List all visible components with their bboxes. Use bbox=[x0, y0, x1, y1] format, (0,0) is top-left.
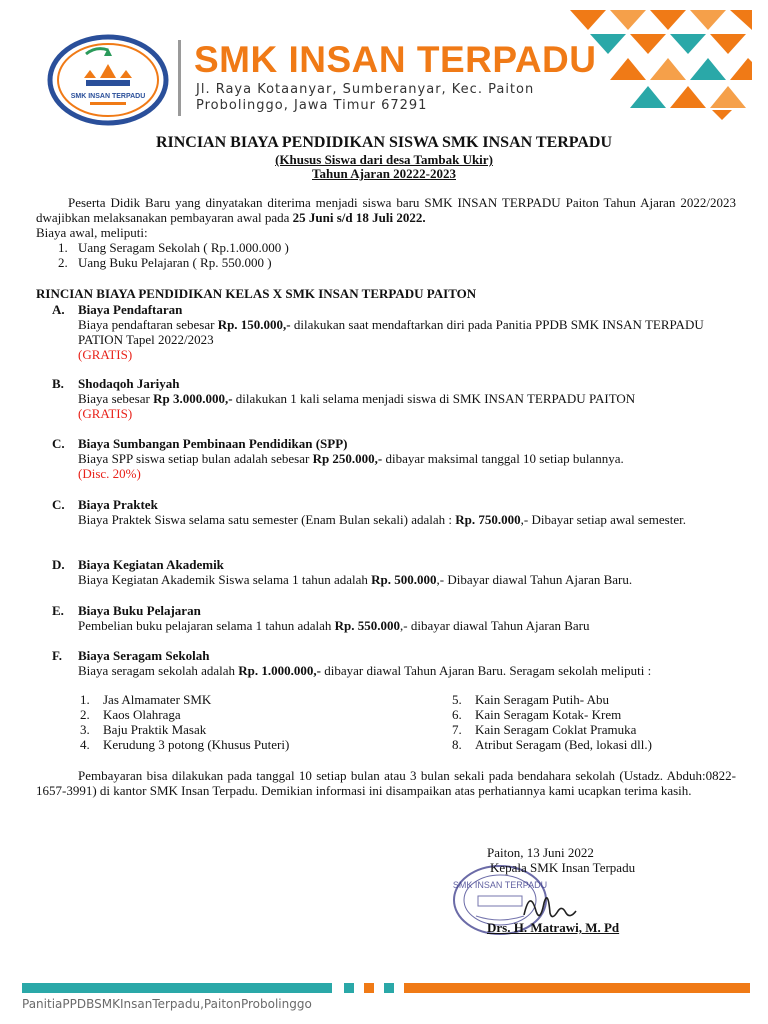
item-amount: Rp. 750.000 bbox=[455, 512, 521, 527]
item-amount: Rp 250.000,- bbox=[312, 451, 383, 466]
item-amount: Rp. 550.000 bbox=[334, 618, 401, 633]
list-text: Uang Buku Pelajaran ( Rp. 550.000 ) bbox=[78, 255, 272, 270]
school-address bbox=[196, 82, 534, 114]
list-item: 5. Kain Seragam Putih- Abu bbox=[452, 692, 609, 707]
intro-deadline: 25 Juni s/d 18 Juli 2022. bbox=[292, 210, 426, 225]
footer-color-bar bbox=[22, 983, 750, 993]
item-note: (GRATIS) bbox=[78, 347, 133, 362]
item-title: Biaya Buku Pelajaran bbox=[78, 603, 201, 618]
list-item bbox=[58, 240, 736, 255]
fee-item-books bbox=[52, 603, 742, 633]
item-note: (GRATIS) bbox=[78, 406, 133, 421]
item-title: Shodaqoh Jariyah bbox=[78, 376, 180, 391]
item-body: Biaya pendaftaran sebesar Rp. 150.000,- dilakukan saat mendaftarkan diri pada Panitia PPDB SMK INSAN TERPADU PATION Tapel 2022/2023 bbox=[78, 317, 704, 347]
stamp-text: SMK INSAN TERPADU bbox=[452, 880, 548, 890]
list-text: Uang Seragam Sekolah ( Rp.1.000.000 ) bbox=[78, 240, 289, 255]
fee-item-spp bbox=[52, 436, 742, 481]
document-title-block bbox=[0, 133, 768, 181]
uniform-items-left bbox=[80, 692, 289, 752]
signature-scribble bbox=[520, 885, 580, 925]
item-title: Biaya Kegiatan Akademik bbox=[78, 557, 224, 572]
signature-place-date: Paiton, 13 Juni 2022 bbox=[487, 845, 594, 860]
item-letter: E. bbox=[52, 603, 64, 618]
address-line-2: Probolinggo, Jawa Timur 67291 bbox=[196, 98, 428, 113]
item-amount: Rp. 500.000 bbox=[371, 572, 437, 587]
item-title: Biaya Pendaftaran bbox=[78, 302, 183, 317]
fee-item-registration bbox=[52, 302, 742, 362]
fee-item-practice bbox=[52, 497, 742, 527]
initial-fee-list bbox=[58, 240, 736, 270]
item-amount: Rp. 1.000.000,- bbox=[238, 663, 321, 678]
list-item: 7. Kain Seragam Coklat Pramuka bbox=[452, 722, 637, 737]
item-letter: B. bbox=[52, 376, 64, 391]
closing-paragraph bbox=[36, 768, 736, 798]
list-number: 2. bbox=[58, 255, 68, 270]
item-title: Biaya Seragam Sekolah bbox=[78, 648, 210, 663]
document-title: RINCIAN BIAYA PENDIDIKAN SISWA SMK INSAN TERPADU bbox=[155, 134, 613, 151]
item-amount: Rp 3.000.000,- bbox=[153, 391, 233, 406]
header-divider bbox=[178, 40, 181, 116]
item-note: (Disc. 20%) bbox=[78, 466, 141, 481]
item-body: Biaya SPP siswa setiap bulan adalah sebesar Rp 250.000,- dibayar maksimal tanggal 10 setiap bulannya. bbox=[78, 451, 624, 466]
item-body: Biaya Praktek Siswa selama satu semester (Enam Bulan sekali) adalah : Rp. 750.000,- Dibayar setiap awal semester. bbox=[78, 512, 686, 527]
fee-item-shodaqoh bbox=[52, 376, 742, 421]
item-letter: F. bbox=[52, 648, 62, 663]
logo-text: SMK INSAN TERPADU bbox=[70, 93, 146, 100]
item-letter: C. bbox=[52, 497, 65, 512]
intro-section bbox=[36, 195, 736, 270]
initial-fee-label: Biaya awal, meliputi: bbox=[36, 225, 148, 240]
list-number: 1. bbox=[58, 240, 68, 255]
item-body: Biaya Kegiatan Akademik Siswa selama 1 tahun adalah Rp. 500.000,- Dibayar diawal Tahun Ajaran Baru. bbox=[78, 572, 633, 587]
item-letter: D. bbox=[52, 557, 65, 572]
document-subtitle-village: (Khusus Siswa dari desa Tambak Ukir) bbox=[275, 152, 493, 167]
closing-text: Pembayaran bisa dilakukan pada tanggal 10 setiap bulan atau 3 bulan sekali pada bendahara sekolah (Ustadz. Abduh:0822-1657-3991) di kantor SMK Insan Terpadu. Demikian informasi ini disampaikan atas perhatiannya kami ucapkan terima kasih. bbox=[36, 768, 736, 798]
list-item: 3. Baju Praktik Masak bbox=[80, 722, 207, 737]
signature-role: Kepala SMK Insan Terpadu bbox=[490, 860, 636, 875]
list-item: 8. Atribut Seragam (Bed, lokasi dll.) bbox=[452, 737, 652, 752]
document-subtitle-year: Tahun Ajaran 20222-2023 bbox=[312, 166, 456, 181]
item-title: Biaya Praktek bbox=[78, 497, 158, 512]
section-title: RINCIAN BIAYA PENDIDIKAN KELAS X SMK INSAN TERPADU PAITON bbox=[36, 286, 477, 301]
item-letter: C. bbox=[52, 436, 65, 451]
list-item: 2. Kaos Olahraga bbox=[80, 707, 181, 722]
address-line-1: Jl. Raya Kotaanyar, Sumberanyar, Kec. Paiton bbox=[196, 82, 535, 97]
item-amount: Rp. 150.000,- bbox=[217, 317, 291, 332]
fee-item-uniform bbox=[52, 648, 742, 678]
fee-item-academic bbox=[52, 557, 742, 587]
item-body: Biaya sebesar Rp 3.000.000,- dilakukan 1 kali selama menjadi siswa di SMK INSAN TERPADU PAITON bbox=[78, 391, 636, 406]
item-title: Biaya Sumbangan Pembinaan Pendidikan (SPP) bbox=[78, 436, 348, 451]
item-letter: A. bbox=[52, 302, 65, 317]
list-item: 1. Jas Almamater SMK bbox=[80, 692, 212, 707]
signature-name: Drs. H. Matrawi, M. Pd bbox=[487, 920, 620, 935]
header-triangle-pattern bbox=[566, 8, 752, 120]
list-item: 6. Kain Seragam Kotak- Krem bbox=[452, 707, 622, 722]
school-logo bbox=[46, 34, 170, 126]
school-name: SMK INSAN TERPADU bbox=[194, 39, 597, 80]
uniform-items-right bbox=[452, 692, 652, 752]
intro-paragraph bbox=[36, 195, 736, 225]
item-body: Pembelian buku pelajaran selama 1 tahun adalah Rp. 550.000,- dibayar diawal Tahun Ajaran Baru bbox=[78, 618, 590, 633]
list-item bbox=[58, 255, 736, 270]
list-item: 4. Kerudung 3 potong (Khusus Puteri) bbox=[80, 737, 290, 752]
item-body: Biaya seragam sekolah adalah Rp. 1.000.000,- dibayar diawal Tahun Ajaran Baru. Seragam sekolah meliputi : bbox=[78, 663, 652, 678]
intro-text: Peserta Didik Baru yang dinyatakan diterima menjadi siswa baru SMK INSAN TERPADU Paiton Tahun Ajaran 2022/2023 dwajibkan melaksanakan pembayaran awal pada bbox=[36, 195, 736, 225]
footer-text: PanitiaPPDBSMKInsanTerpadu,PaitonProbolinggo bbox=[22, 997, 312, 1011]
